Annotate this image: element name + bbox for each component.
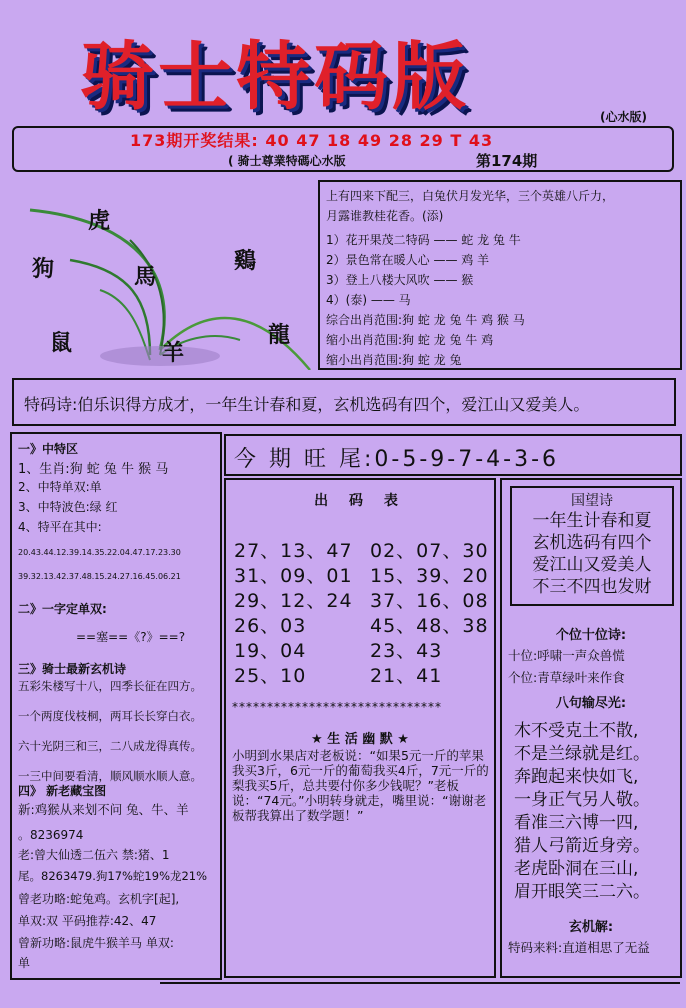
left-line: 4、特平在其中: [18,520,102,534]
section-heading: 二》一字定单双: [18,602,107,616]
guowang-line: 不三不四也发财 [532,577,652,597]
section-heading: 一》中特区 [18,442,79,456]
left-line: 老:曾大仙透二伍六 禁:猪、1 [18,848,170,862]
zodiac-goat: 羊 [162,340,185,366]
number-row [234,536,489,563]
number-row [234,586,489,613]
poem-line: 上有四来下配三，白兔伏月发光华，三个英雄八斤力， [326,189,615,203]
guowang-line: 一年生计春和夏 [532,511,652,531]
joke-heading: ★ 生 活 幽 默 ★ [311,732,409,747]
number-cell: 45、48、38 [370,615,489,637]
number-row [234,661,443,688]
left-column [10,432,222,980]
top-poem-box [318,180,682,370]
left-line: 一三中间要看清，顺风顺水顺人意。 [18,769,202,783]
number-row [234,611,489,638]
number-table-box [224,478,496,978]
poem-line: 缩小出肖范围:狗 蛇 龙 兔 [326,353,462,367]
number-row [234,636,443,663]
tema-poem: 特码诗:伯乐识得方成才，一年生计春和夏，玄机选码有四个，爱江山又爱美人。 [24,395,590,414]
number-cell: 27、13、47 [234,540,353,562]
bajv-line: 看准三六博一四, [514,813,639,833]
zodiac-dog: 狗 [32,256,55,282]
poem-line: 2）景色常在暖人心 —— 鸡 羊 [326,253,490,267]
slogan: ( 骑士尊業特碼心水版 [228,154,346,168]
number-cell: 31、09、01 [234,565,353,587]
bajv-line: 木不受克土不散, [514,721,639,741]
poem-line: 4）(泰) —— 马 [326,293,411,307]
zodiac-illustration [10,180,316,370]
subtitle: (心水版) [600,110,647,124]
page-title-area [80,18,580,128]
zodiac-dragon: 龍 [268,322,291,348]
lucky-tail-box [224,434,682,476]
left-line: 单双:双 平码推荐:42、47 [18,914,157,928]
bajv-line: 不是兰绿就是红。 [514,744,650,764]
left-line: 。8236974 [18,828,84,842]
zodiac-rat: 鼠 [50,330,73,356]
bajv-line: 眉开眼笑三二六。 [514,882,650,902]
bajv-heading: 八句输尽光: [555,696,627,711]
xuanji-line: 特码来料:直道相思了无益 [508,940,650,955]
number-table-heading: 出 码 表 [314,493,406,509]
left-line: 曾新功略:鼠虎牛猴羊马 单双: [18,936,174,950]
number-cell: 25、10 [234,665,307,687]
lucky-tail: 今 期 旺 尾:0-5-9-7-4-3-6 [234,447,560,472]
left-line: 1、生肖:狗 蛇 兔 牛 猴 马 [18,462,169,477]
bajv-line: 猎人弓箭近身旁。 [514,836,650,856]
poem-line: 3）登上八楼大风吹 —— 猴 [326,273,474,287]
left-line: ==塞==《?》==? [76,630,186,644]
poem-line: 缩小出肖范围:狗 蛇 龙 兔 牛 鸡 [326,333,494,347]
number-cell: 29、12、24 [234,590,353,612]
number-cell: 23、43 [370,640,443,662]
left-numbers: 20.43.44.12.39.14.35.22.04.47.17.23.30 [18,548,181,557]
bajv-line: 奔跑起来快如飞, [514,767,639,787]
poem-line: 月露谁教桂花香。(添) [326,209,444,223]
joke-text: 小明到水果店对老板说：“如果5元一斤的苹果我买3斤，6元一斤的葡萄我买4斤，7元一斤的梨我买5斤，总共要付你多少钱呢？”老板说：“74元。”小明转身就走，嘴里说：“谢谢老板帮我算出了数学题！” [232,748,489,823]
number-cell: 37、16、08 [370,590,489,612]
issue-number: 第174期 [476,152,538,170]
draw-results: 173期开奖结果: 40 47 18 49 28 29 T 43 [130,131,494,150]
number-cell: 21、41 [370,665,443,687]
guowang-line: 玄机选码有四个 [532,533,652,553]
left-line: 曾老功略:蛇兔鸡。玄机字[起], [18,892,180,906]
number-cell: 26、03 [234,615,307,637]
poem-line: 综合出肖范围:狗 蛇 龙 兔 牛 鸡 猴 马 [326,313,525,327]
left-line: 五彩朱楼写十八，四季长征在四方。 [18,679,202,693]
digits-heading: 个位十位诗: [555,628,627,643]
number-cell: 15、39、20 [370,565,489,587]
guowang-line: 爱江山又爱美人 [532,555,652,575]
zodiac-tiger: 虎 [88,208,111,234]
left-line: 新:鸡猴从来划不问 兔、牛、羊 [18,802,189,817]
left-line: 3、中特波色:绿 红 [18,500,118,514]
left-line: 六十光阴三和三，二八成龙得真传。 [18,739,202,753]
bajv-poem [514,720,650,904]
left-line: 一个两度伐枝桐，两耳长长穿白衣。 [18,709,202,723]
zodiac-rooster: 鷄 [234,248,257,274]
tens-line: 十位:呼啸一声众兽慌 [508,648,625,663]
ones-line: 个位:青草绿叶来作食 [508,670,625,685]
number-cell: 19、04 [234,640,307,662]
poem-line: 1）花开果茂二特码 —— 蛇 龙 兔 牛 [326,233,521,247]
left-line: 尾。8263479.狗17%蛇19%龙21% [18,869,208,883]
left-line: 单 [18,956,31,970]
guowang-poem-box [510,486,674,606]
section-heading: 三》骑士最新玄机诗 [18,662,127,676]
bottom-divider [160,982,680,984]
tema-poem-box [12,378,676,426]
xuanji-heading: 玄机解: [568,920,614,935]
zodiac-horse: 馬 [134,264,157,290]
number-cell: 02、07、30 [370,540,489,562]
left-numbers: 39.32.13.42.37.48.15.24.27.16.45.06.21 [18,572,181,581]
star-divider: ****************************** [232,700,442,714]
right-column [500,478,682,978]
section-heading: 四》 新老藏宝图 [18,784,107,798]
number-row [234,561,489,588]
guowang-heading: 国望诗 [571,493,613,509]
page-title: 骑士特码版 [80,34,470,120]
bajv-line: 老虎卧洞在三山, [514,859,639,879]
left-line: 2、中特单双:单 [18,480,102,494]
bajv-line: 一身正气另人敬。 [514,790,650,810]
